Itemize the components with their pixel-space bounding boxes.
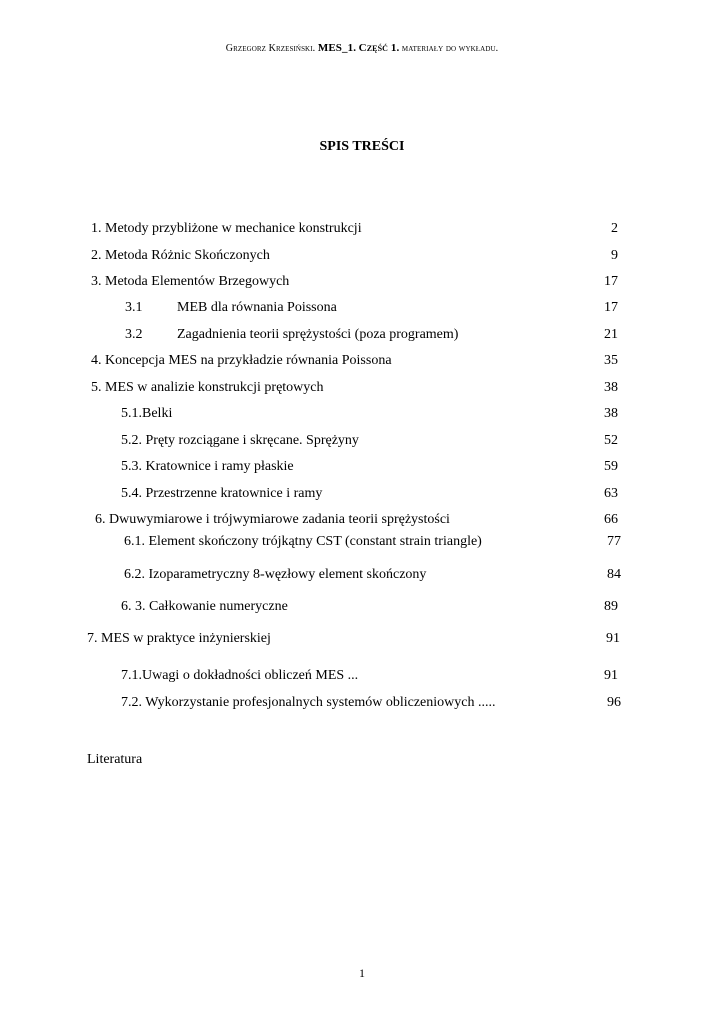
page-number: 1 (359, 966, 365, 980)
literature-heading: Literatura (87, 752, 143, 767)
toc-entry-title: 7.2. Wykorzystanie profesjonalnych systemów obliczeniowych ..... (121, 695, 496, 710)
toc-entry-title: Zagadnienia teorii sprężystości (poza programem) (177, 327, 459, 342)
toc-entry (91, 379, 618, 397)
toc-entry (121, 432, 618, 450)
toc-entry (95, 511, 618, 529)
toc-entry-page: 9 (611, 248, 618, 263)
toc-entry (91, 273, 618, 291)
toc-entry-number: 3.2 (125, 327, 143, 342)
toc-entry-title: 6.2. Izoparametryczny 8-węzłowy element skończony (124, 567, 427, 582)
toc-entry-page: 35 (604, 353, 618, 368)
toc-entry-title: 6. 3. Całkowanie numeryczne (121, 599, 288, 614)
toc-entry-title: 5.1.Belki (121, 406, 173, 421)
toc-entry-page: 66 (604, 512, 618, 527)
toc-entry (121, 405, 618, 423)
toc-entry-page: 38 (604, 406, 618, 421)
toc-entry-page: 91 (606, 631, 620, 646)
toc-entry (124, 533, 621, 551)
toc-entry-number: 3.1 (125, 300, 143, 315)
toc-entry (125, 299, 618, 317)
header-subtitle: materiały do wykładu. (401, 43, 499, 54)
toc-entry-title: MEB dla równania Poissona (177, 300, 337, 315)
toc-entry (121, 598, 618, 616)
toc-entry-title: 4. Koncepcja MES na przykładzie równania Poissona (91, 353, 392, 368)
toc-entry (121, 485, 618, 503)
toc-entry-title: 5. MES w analizie konstrukcji prętowych (91, 380, 324, 395)
toc-entry-page: 2 (611, 221, 618, 236)
toc-entry-page: 84 (607, 567, 621, 582)
toc-entry-title: 6.1. Element skończony trójkątny CST (constant strain triangle) (124, 534, 482, 549)
toc-entry (91, 220, 618, 238)
toc-entry (125, 326, 618, 344)
toc-entry-title: 7. MES w praktyce inżynierskiej (87, 631, 271, 646)
toc-entry (91, 352, 618, 370)
toc-entry-title: 1. Metody przybliżone w mechanice konstrukcji (91, 221, 362, 236)
toc-entry-page: 17 (604, 274, 618, 289)
toc-entry-page: 21 (604, 327, 618, 342)
toc-entry-title: 5.2. Pręty rozciągane i skręcane. Sprężyny (121, 433, 359, 448)
header-author: Grzegorz Krzesiński. (225, 43, 316, 54)
toc-entry-title: 3. Metoda Elementów Brzegowych (91, 274, 290, 289)
toc-entry (121, 667, 618, 685)
toc-entry-page: 77 (607, 534, 621, 549)
page-title: SPIS TREŚCI (319, 139, 405, 154)
toc-entry (121, 458, 618, 476)
toc-entry-page: 91 (604, 668, 618, 683)
toc-entry-page: 38 (604, 380, 618, 395)
toc-entry-page: 63 (604, 486, 618, 501)
toc-entry-page: 89 (604, 599, 618, 614)
header-course: MES_1. (317, 42, 357, 54)
toc-entry (87, 630, 620, 648)
toc-entry-page: 17 (604, 300, 618, 315)
running-header (0, 42, 724, 54)
toc-entry-page: 59 (604, 459, 618, 474)
toc-entry-page: 96 (607, 695, 621, 710)
toc-entry (91, 247, 618, 265)
toc-entry-page: 52 (604, 433, 618, 448)
toc-entry-title: 5.4. Przestrzenne kratownice i ramy (121, 486, 323, 501)
toc-entry-title: 6. Dwuwymiarowe i trójwymiarowe zadania teorii sprężystości (95, 512, 450, 527)
toc-entry-title: 2. Metoda Różnic Skończonych (91, 248, 270, 263)
toc-entry-title: 7.1.Uwagi o dokładności obliczeń MES ... (121, 668, 359, 683)
toc-entry-title: 5.3. Kratownice i ramy płaskie (121, 459, 294, 474)
header-part: Część 1. (358, 42, 400, 54)
toc-entry (121, 694, 621, 712)
toc-entry (124, 566, 621, 584)
